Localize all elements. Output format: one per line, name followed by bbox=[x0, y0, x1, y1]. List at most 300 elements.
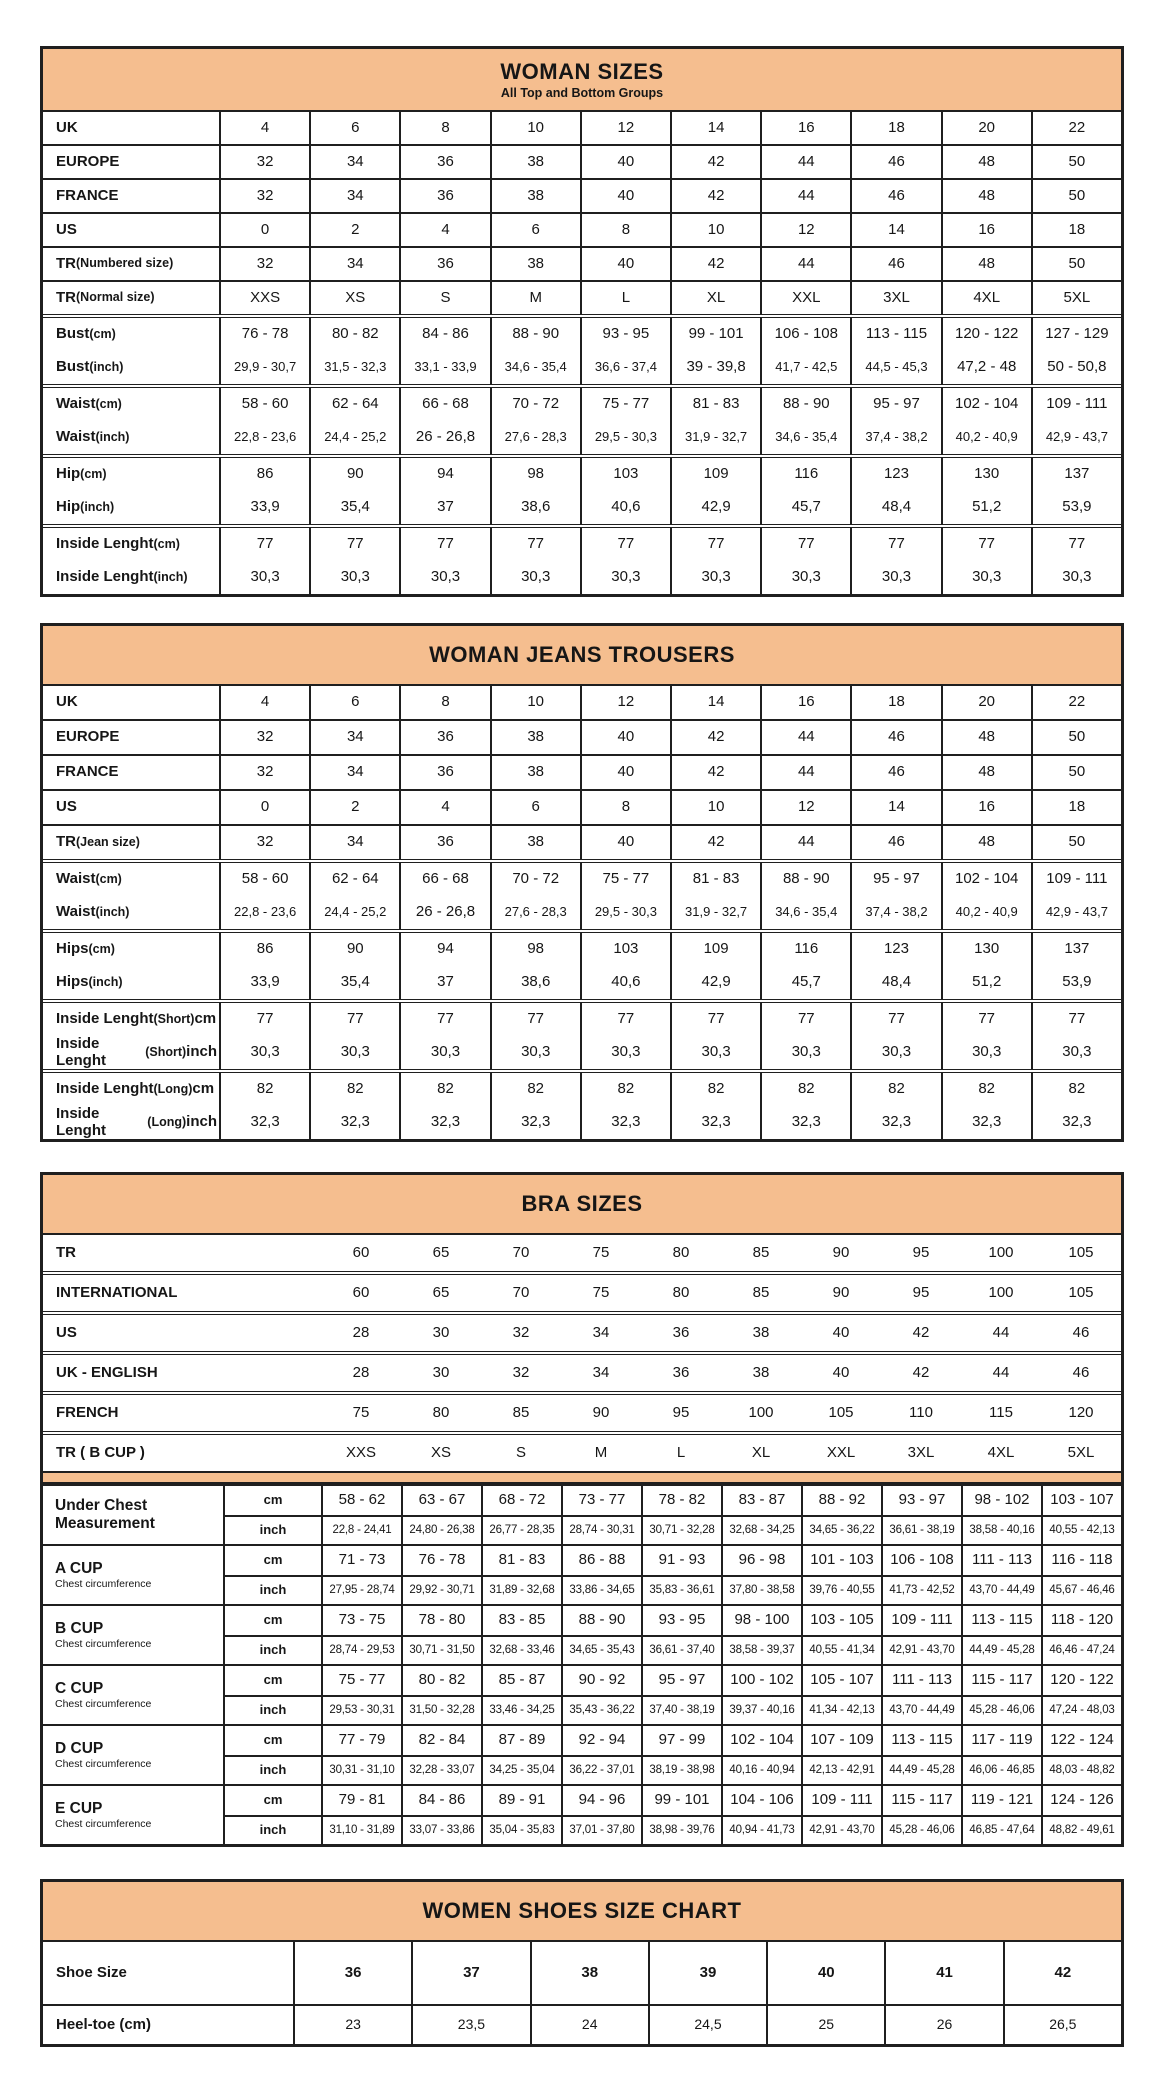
cup-label-sub: Chest circumference bbox=[55, 1758, 152, 1770]
value-cell: 77 bbox=[850, 1003, 940, 1036]
value-cell: 45,28 - 46,06 bbox=[881, 1815, 961, 1844]
value-cell: 6 bbox=[490, 214, 580, 246]
cup-section bbox=[43, 1484, 1121, 1544]
value-cell: 30,3 bbox=[399, 1036, 489, 1069]
label-text: UK bbox=[56, 693, 78, 711]
value-cell: 22,8 - 24,41 bbox=[321, 1515, 401, 1544]
value-cell: 27,6 - 28,3 bbox=[490, 421, 580, 454]
label-text: Inside Lenght bbox=[56, 1106, 106, 1139]
value-cell: 34,65 - 35,43 bbox=[561, 1635, 641, 1664]
unit-cell: cm bbox=[223, 1786, 321, 1815]
value-cell: 98 - 102 bbox=[961, 1486, 1041, 1515]
value-cell: 44 bbox=[992, 1323, 1010, 1341]
value-cell: 76 - 78 bbox=[219, 318, 309, 351]
value-cell: 65 bbox=[432, 1243, 450, 1261]
value-cell: 99 - 101 bbox=[670, 318, 760, 351]
value-cell: 62 - 64 bbox=[309, 863, 399, 896]
row-label bbox=[43, 351, 219, 384]
value-cell: 82 bbox=[670, 1073, 760, 1106]
value-cell: 32,3 bbox=[670, 1106, 760, 1139]
value-cell: 46 bbox=[850, 146, 940, 178]
table-row bbox=[43, 282, 1121, 314]
value-cell: 29,5 - 30,3 bbox=[580, 421, 670, 454]
value-cell: 33,1 - 33,9 bbox=[399, 351, 489, 384]
value-cell: 100 bbox=[988, 1243, 1014, 1261]
row-label: Shoe Size bbox=[56, 1963, 127, 1981]
label-text: Bust bbox=[56, 358, 90, 376]
table-row bbox=[43, 721, 1121, 754]
value-cell: 23 bbox=[293, 2006, 411, 2044]
value-cell: 109 bbox=[670, 458, 760, 491]
value-cell: 38,6 bbox=[490, 966, 580, 999]
value-cell: 30,3 bbox=[670, 1036, 760, 1069]
value-cell: 40,16 - 40,94 bbox=[721, 1755, 801, 1784]
value-cell: 81 - 83 bbox=[670, 863, 760, 896]
row-label bbox=[43, 180, 219, 212]
table-row bbox=[43, 1106, 1121, 1139]
value-cell: 42 bbox=[912, 1323, 930, 1341]
table-row bbox=[43, 561, 1121, 594]
value-cell: 79 - 81 bbox=[321, 1786, 401, 1815]
value-cell: 29,53 - 30,31 bbox=[321, 1695, 401, 1724]
value-cell: 32,28 - 33,07 bbox=[401, 1755, 481, 1784]
table-section bbox=[43, 789, 1121, 824]
value-cell: 35,4 bbox=[309, 966, 399, 999]
table-row bbox=[43, 1073, 1121, 1106]
value-cell: 42,9 bbox=[670, 491, 760, 524]
women-shoes-title: WOMEN SHOES SIZE CHART bbox=[422, 1898, 742, 1923]
women-shoes-table bbox=[40, 1879, 1124, 2047]
value-cell: 44 bbox=[992, 1363, 1010, 1381]
bra-cup-rows bbox=[43, 1484, 1121, 1844]
row-label bbox=[43, 491, 219, 524]
woman-sizes-header bbox=[43, 49, 1121, 112]
woman-sizes-table bbox=[40, 46, 1124, 597]
value-cell: 26 - 26,8 bbox=[399, 421, 489, 454]
value-cell: XS bbox=[309, 282, 399, 314]
women-shoes-rows bbox=[43, 1942, 1121, 2044]
value-cell: 40 bbox=[832, 1363, 850, 1381]
value-cell: 26 - 26,8 bbox=[399, 896, 489, 929]
table-row bbox=[43, 388, 1121, 421]
value-cell: 117 - 119 bbox=[961, 1726, 1041, 1755]
value-cell: 38 bbox=[530, 1942, 648, 2004]
value-cell: 34 bbox=[309, 756, 399, 789]
value-cell: 77 bbox=[490, 1003, 580, 1036]
value-cell: 124 - 126 bbox=[1041, 1786, 1121, 1815]
value-cell: 71 - 73 bbox=[321, 1546, 401, 1575]
cup-section bbox=[43, 1724, 1121, 1784]
value-cell: 50 bbox=[1031, 826, 1121, 859]
table-row bbox=[43, 214, 1121, 246]
table-row bbox=[43, 966, 1121, 999]
value-cell: 85 bbox=[752, 1283, 770, 1301]
table-row bbox=[43, 248, 1121, 280]
value-cell: 73 - 75 bbox=[321, 1606, 401, 1635]
table-section bbox=[43, 314, 1121, 384]
label-text: cm bbox=[194, 1010, 217, 1028]
value-cell: 77 bbox=[670, 1003, 760, 1036]
value-cell: 45,28 - 46,06 bbox=[961, 1695, 1041, 1724]
value-cell: 42,91 - 43,70 bbox=[881, 1635, 961, 1664]
value-cell: 12 bbox=[580, 112, 670, 144]
value-cell: 24,5 bbox=[648, 2006, 766, 2044]
value-cell: 80 - 82 bbox=[401, 1666, 481, 1695]
value-cell: 48 bbox=[941, 180, 1031, 212]
value-cell: 43,70 - 44,49 bbox=[881, 1695, 961, 1724]
value-cell: 77 bbox=[219, 1003, 309, 1036]
value-cell: 65 bbox=[432, 1283, 450, 1301]
value-cell: 48,4 bbox=[850, 491, 940, 524]
value-cell: 32,3 bbox=[309, 1106, 399, 1139]
label-text: Inside Lenght bbox=[56, 1036, 106, 1069]
value-cell: 27,6 - 28,3 bbox=[490, 896, 580, 929]
label-text: Waist bbox=[56, 428, 96, 446]
value-cell: 33,9 bbox=[219, 491, 309, 524]
value-cell: 22,8 - 23,6 bbox=[219, 421, 309, 454]
value-cell: 102 - 104 bbox=[721, 1726, 801, 1755]
value-cell: 33,9 bbox=[219, 966, 309, 999]
value-cell: 40 bbox=[580, 721, 670, 754]
value-cell: 30,3 bbox=[850, 561, 940, 594]
value-cell: 96 - 98 bbox=[721, 1546, 801, 1575]
value-cell: 22 bbox=[1031, 686, 1121, 719]
value-cell: 30,3 bbox=[850, 1036, 940, 1069]
label-text: FRANCE bbox=[56, 186, 119, 204]
value-cell: 14 bbox=[670, 112, 760, 144]
value-cell: 14 bbox=[850, 214, 940, 246]
value-cell: 137 bbox=[1031, 458, 1121, 491]
value-cell: 12 bbox=[760, 791, 850, 824]
value-cell: 26,77 - 28,35 bbox=[481, 1515, 561, 1544]
row-label bbox=[43, 561, 219, 594]
value-cell: 40,55 - 42,13 bbox=[1041, 1515, 1121, 1544]
value-cell: 34,6 - 35,4 bbox=[760, 896, 850, 929]
value-cell: 86 bbox=[219, 458, 309, 491]
value-cell: 95 - 97 bbox=[850, 863, 940, 896]
value-cell: 73 - 77 bbox=[561, 1486, 641, 1515]
value-cell: 127 - 129 bbox=[1031, 318, 1121, 351]
value-cell: 24,80 - 26,38 bbox=[401, 1515, 481, 1544]
value-cell: 82 bbox=[850, 1073, 940, 1106]
value-cell: 38,19 - 38,98 bbox=[641, 1755, 721, 1784]
value-cell: 100 bbox=[748, 1403, 774, 1421]
value-cell: 88 - 90 bbox=[561, 1606, 641, 1635]
value-cell: 42,9 bbox=[670, 966, 760, 999]
value-cell: 115 bbox=[989, 1403, 1013, 1421]
table-section bbox=[43, 1069, 1121, 1139]
value-cell: 77 bbox=[850, 528, 940, 561]
value-cell: 80 - 82 bbox=[309, 318, 399, 351]
value-cell: 120 - 122 bbox=[941, 318, 1031, 351]
value-cell: 14 bbox=[850, 791, 940, 824]
cup-label-main: Under Chest Measurement bbox=[55, 1497, 155, 1532]
value-cell: 41,7 - 42,5 bbox=[760, 351, 850, 384]
value-cell: 82 bbox=[219, 1073, 309, 1106]
label-text: Waist bbox=[56, 395, 96, 413]
value-cell: 88 - 90 bbox=[760, 388, 850, 421]
value-cell: 94 bbox=[399, 933, 489, 966]
value-cell: 30,3 bbox=[1031, 1036, 1121, 1069]
row-label bbox=[43, 826, 219, 859]
value-cell: 46,46 - 47,24 bbox=[1041, 1635, 1121, 1664]
value-cell: 118 - 120 bbox=[1041, 1606, 1121, 1635]
row-label bbox=[43, 214, 219, 246]
row-label bbox=[43, 756, 219, 789]
value-cell: 44 bbox=[760, 248, 850, 280]
value-cell: 33,86 - 34,65 bbox=[561, 1575, 641, 1604]
row-label bbox=[43, 1003, 219, 1036]
value-cell: 30,3 bbox=[219, 561, 309, 594]
value-cell: 40 bbox=[580, 180, 670, 212]
value-cell: 38,58 - 40,16 bbox=[961, 1515, 1041, 1544]
value-cell: 50 bbox=[1031, 248, 1121, 280]
label-text: (cm) bbox=[80, 466, 107, 481]
value-cell: 42,9 - 43,7 bbox=[1031, 421, 1121, 454]
value-cell: 88 - 90 bbox=[760, 863, 850, 896]
value-cell: 31,9 - 32,7 bbox=[670, 421, 760, 454]
row-label bbox=[43, 528, 219, 561]
value-cell: 77 bbox=[490, 528, 580, 561]
value-cell: 16 bbox=[941, 791, 1031, 824]
label-text: (cm) bbox=[88, 941, 115, 956]
value-cell: 30,31 - 31,10 bbox=[321, 1755, 401, 1784]
table-row bbox=[43, 1395, 1121, 1431]
value-cell: 42 bbox=[1003, 1942, 1121, 2004]
table-row bbox=[43, 351, 1121, 384]
value-cell: 18 bbox=[850, 686, 940, 719]
value-cell: 104 - 106 bbox=[721, 1786, 801, 1815]
woman-sizes-subtitle: All Top and Bottom Groups bbox=[500, 86, 664, 100]
value-cell: 32 bbox=[219, 721, 309, 754]
row-label bbox=[43, 966, 219, 999]
unit-cell: inch bbox=[223, 1515, 321, 1544]
table-row bbox=[43, 686, 1121, 719]
table-section bbox=[43, 1351, 1121, 1391]
label-text: inch bbox=[186, 1113, 217, 1131]
value-cell: 38 bbox=[752, 1323, 770, 1341]
value-cell: 77 bbox=[399, 1003, 489, 1036]
table-row bbox=[43, 933, 1121, 966]
table-row bbox=[43, 180, 1121, 212]
value-cell: 34 bbox=[309, 826, 399, 859]
value-cell: 12 bbox=[580, 686, 670, 719]
value-cell: 27,95 - 28,74 bbox=[321, 1575, 401, 1604]
value-cell: 77 bbox=[941, 528, 1031, 561]
table-section bbox=[43, 2004, 1121, 2044]
value-cell: 47,24 - 48,03 bbox=[1041, 1695, 1121, 1724]
value-cell: 34 bbox=[309, 721, 399, 754]
value-cell: 36 bbox=[672, 1323, 690, 1341]
cup-label bbox=[43, 1606, 223, 1664]
value-cell: 58 - 62 bbox=[321, 1486, 401, 1515]
value-cell: 0 bbox=[219, 214, 309, 246]
value-cell: 83 - 87 bbox=[721, 1486, 801, 1515]
table-section bbox=[43, 524, 1121, 594]
value-cell: 34 bbox=[309, 146, 399, 178]
value-cell: 48 bbox=[941, 826, 1031, 859]
cup-label-sub: Chest circumference bbox=[55, 1818, 152, 1830]
value-cell: 42,13 - 42,91 bbox=[801, 1755, 881, 1784]
value-cell: XL bbox=[751, 1443, 771, 1461]
value-cell: 95 bbox=[912, 1283, 930, 1301]
value-cell: 16 bbox=[941, 214, 1031, 246]
value-cell: 77 bbox=[399, 528, 489, 561]
label-text: (cm) bbox=[153, 536, 180, 551]
row-label: Heel-toe (cm) bbox=[56, 2015, 152, 2033]
label-text: (inch) bbox=[153, 569, 188, 584]
cup-label-sub: Chest circumference bbox=[55, 1698, 152, 1710]
value-cell: 4XL bbox=[987, 1443, 1015, 1461]
row-label bbox=[43, 863, 219, 896]
label-text: FRANCE bbox=[56, 763, 119, 781]
table-section bbox=[43, 1271, 1121, 1311]
value-cell: 41 bbox=[884, 1942, 1002, 2004]
label-text: (Jean size) bbox=[76, 834, 140, 849]
table-row bbox=[43, 1315, 1121, 1351]
value-cell: 38,98 - 39,76 bbox=[641, 1815, 721, 1844]
value-cell: 32,68 - 33,46 bbox=[481, 1635, 561, 1664]
cup-section bbox=[43, 1604, 1121, 1664]
table-row bbox=[43, 458, 1121, 491]
table-row bbox=[43, 1036, 1121, 1069]
value-cell: 40,6 bbox=[580, 966, 670, 999]
value-cell: 12 bbox=[760, 214, 850, 246]
row-label bbox=[43, 388, 219, 421]
value-cell: 50 bbox=[1031, 180, 1121, 212]
value-cell: 18 bbox=[850, 112, 940, 144]
value-cell: 123 bbox=[850, 933, 940, 966]
table-section bbox=[43, 1942, 1121, 2004]
value-cell: 44 bbox=[760, 756, 850, 789]
value-cell: 34,25 - 35,04 bbox=[481, 1755, 561, 1784]
value-cell: 34,6 - 35,4 bbox=[760, 421, 850, 454]
label-text: EUROPE bbox=[56, 728, 120, 746]
woman-jeans-title: WOMAN JEANS TROUSERS bbox=[429, 642, 735, 667]
value-cell: 77 bbox=[670, 528, 760, 561]
value-cell: 42 bbox=[670, 826, 760, 859]
value-cell: 70 - 72 bbox=[490, 388, 580, 421]
label-text: Hips bbox=[56, 973, 89, 991]
value-cell: 100 bbox=[988, 1283, 1014, 1301]
value-cell: 44 bbox=[760, 826, 850, 859]
bra-sizes-table bbox=[40, 1172, 1124, 1847]
value-cell: 20 bbox=[941, 686, 1031, 719]
label-text: (cm) bbox=[95, 396, 122, 411]
value-cell: 106 - 108 bbox=[760, 318, 850, 351]
value-cell: 77 bbox=[219, 528, 309, 561]
value-cell: 91 - 93 bbox=[641, 1546, 721, 1575]
value-cell: 32 bbox=[219, 826, 309, 859]
value-cell: 39,37 - 40,16 bbox=[721, 1695, 801, 1724]
value-cell: 32 bbox=[512, 1323, 530, 1341]
value-cell: 24,4 - 25,2 bbox=[309, 421, 399, 454]
value-cell: S bbox=[515, 1443, 526, 1461]
value-cell: 30,3 bbox=[219, 1036, 309, 1069]
value-cell: 50 bbox=[1031, 146, 1121, 178]
value-cell: 32 bbox=[219, 146, 309, 178]
table-section bbox=[43, 454, 1121, 524]
value-cell: 37,4 - 38,2 bbox=[850, 421, 940, 454]
value-cell: 48 bbox=[941, 248, 1031, 280]
value-cell: 44 bbox=[760, 146, 850, 178]
value-cell: 98 bbox=[490, 933, 580, 966]
value-cell: 44 bbox=[760, 180, 850, 212]
value-cell: 109 bbox=[670, 933, 760, 966]
value-cell: 90 bbox=[309, 458, 399, 491]
value-cell: 46 bbox=[1072, 1323, 1090, 1341]
label-text: (Numbered size) bbox=[76, 256, 174, 271]
value-cell: 10 bbox=[490, 112, 580, 144]
value-cell: 42 bbox=[670, 180, 760, 212]
value-cell: 40 bbox=[832, 1323, 850, 1341]
label-text: (inch) bbox=[95, 429, 130, 444]
value-cell: 22,8 - 23,6 bbox=[219, 896, 309, 929]
value-cell: 42,9 - 43,7 bbox=[1031, 896, 1121, 929]
value-cell: 90 bbox=[832, 1243, 850, 1261]
value-cell: M bbox=[490, 282, 580, 314]
value-cell: 34 bbox=[309, 248, 399, 280]
value-cell: 84 - 86 bbox=[399, 318, 489, 351]
row-label bbox=[43, 896, 219, 929]
row-label bbox=[43, 686, 219, 719]
value-cell: 40 bbox=[580, 146, 670, 178]
value-cell: 37,80 - 38,58 bbox=[721, 1575, 801, 1604]
value-cell: 60 bbox=[352, 1243, 370, 1261]
value-cell: 34 bbox=[592, 1323, 610, 1341]
label-text: inch bbox=[186, 1043, 217, 1061]
value-cell: 37,01 - 37,80 bbox=[561, 1815, 641, 1844]
value-cell: 100 - 102 bbox=[721, 1666, 801, 1695]
value-cell: 6 bbox=[490, 791, 580, 824]
table-section bbox=[43, 246, 1121, 280]
value-cell: M bbox=[594, 1443, 608, 1461]
value-cell: 36 bbox=[399, 721, 489, 754]
value-cell: XXS bbox=[345, 1443, 376, 1461]
value-cell: 47,2 - 48 bbox=[941, 351, 1031, 384]
value-cell: 0 bbox=[219, 791, 309, 824]
value-cell: 46 bbox=[850, 721, 940, 754]
value-cell: 83 - 85 bbox=[481, 1606, 561, 1635]
label-text: Inside Lenght bbox=[56, 1010, 154, 1028]
value-cell: 32,3 bbox=[760, 1106, 850, 1139]
value-cell: 3XL bbox=[850, 282, 940, 314]
value-cell: 29,5 - 30,3 bbox=[580, 896, 670, 929]
table-section bbox=[43, 144, 1121, 178]
table-row bbox=[43, 421, 1121, 454]
value-cell: 39 - 39,8 bbox=[670, 351, 760, 384]
value-cell: XXL bbox=[760, 282, 850, 314]
cup-label-main: C CUP bbox=[55, 1680, 104, 1697]
value-cell: 103 bbox=[580, 458, 670, 491]
value-cell: 31,50 - 32,28 bbox=[401, 1695, 481, 1724]
value-cell: 34,6 - 35,4 bbox=[490, 351, 580, 384]
row-label: UK - ENGLISH bbox=[56, 1363, 158, 1381]
table-row bbox=[43, 528, 1121, 561]
table-row bbox=[43, 1003, 1121, 1036]
value-cell: 82 bbox=[399, 1073, 489, 1106]
value-cell: 36 bbox=[293, 1942, 411, 2004]
value-cell: 44 bbox=[760, 721, 850, 754]
value-cell: 38 bbox=[490, 146, 580, 178]
table-section bbox=[43, 754, 1121, 789]
value-cell: 32,68 - 34,25 bbox=[721, 1515, 801, 1544]
value-cell: 8 bbox=[399, 112, 489, 144]
value-cell: 6 bbox=[309, 112, 399, 144]
value-cell: 38 bbox=[752, 1363, 770, 1381]
value-cell: 4 bbox=[399, 791, 489, 824]
value-cell: 30,3 bbox=[309, 1036, 399, 1069]
